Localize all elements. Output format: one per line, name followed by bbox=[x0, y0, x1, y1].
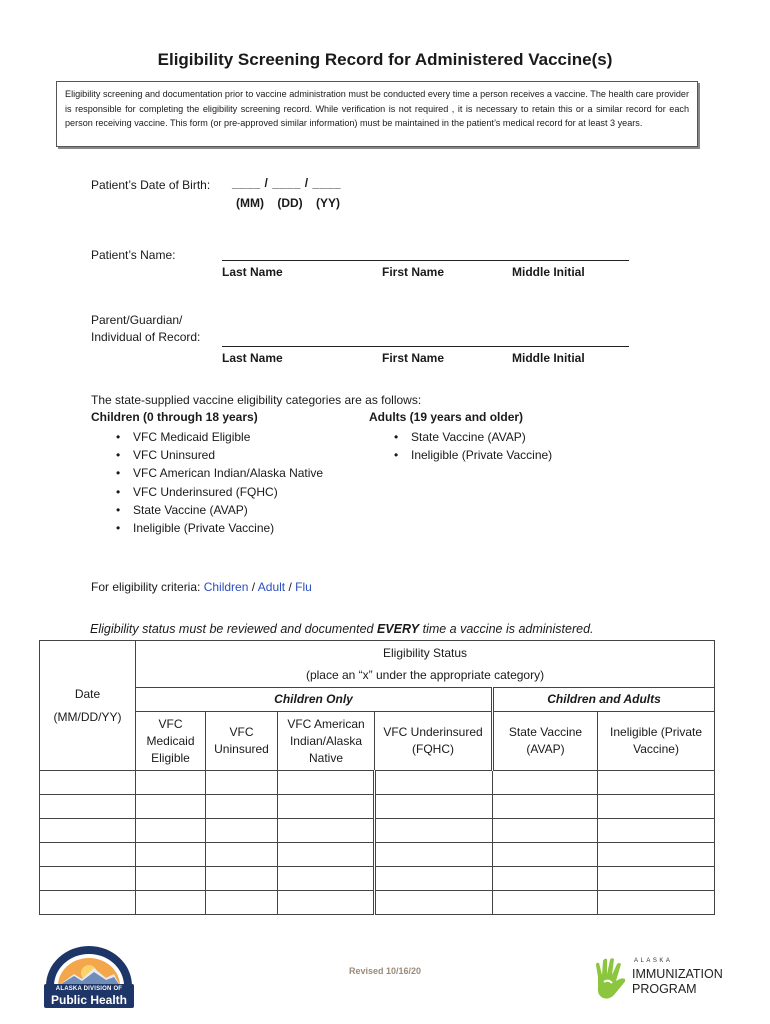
entry-cell[interactable] bbox=[598, 843, 715, 867]
criteria-label: For eligibility criteria: bbox=[91, 580, 201, 594]
eligibility-status-header bbox=[136, 641, 715, 688]
separator: / bbox=[251, 580, 256, 594]
list-item: • State Vaccine (AVAP) bbox=[391, 428, 552, 446]
criteria-line bbox=[91, 580, 312, 594]
list-item: • Ineligible (Private Vaccine) bbox=[391, 446, 552, 464]
entry-cell[interactable] bbox=[375, 843, 493, 867]
patient-first-name-caption: First Name bbox=[382, 265, 445, 279]
children-and-adults-header: Children and Adults bbox=[493, 688, 715, 712]
list-item: • State Vaccine (AVAP) bbox=[113, 501, 323, 519]
adult-criteria-link[interactable]: Adult bbox=[257, 580, 286, 594]
entry-cell[interactable] bbox=[206, 795, 278, 819]
entry-cell[interactable] bbox=[206, 843, 278, 867]
col-header-text: Uninsured bbox=[214, 742, 269, 756]
guardian-middle-initial-caption: Middle Initial bbox=[512, 351, 585, 365]
col-header-vfc-medicaid bbox=[136, 712, 206, 771]
adults-category-list bbox=[391, 428, 552, 464]
col-header-state-vaccine bbox=[493, 712, 598, 771]
immunization-logo-state: ALASKA bbox=[634, 958, 673, 964]
entry-cell[interactable] bbox=[598, 867, 715, 891]
entry-cell[interactable] bbox=[375, 891, 493, 915]
date-column-header bbox=[40, 641, 136, 771]
children-category-list bbox=[113, 428, 323, 537]
status-header-line1: Eligibility Status bbox=[383, 646, 468, 660]
list-item: • Ineligible (Private Vaccine) bbox=[113, 519, 323, 537]
dob-format: (MM) (DD) (YY) bbox=[236, 196, 340, 210]
entry-cell[interactable] bbox=[493, 867, 598, 891]
entry-cell[interactable] bbox=[375, 819, 493, 843]
public-health-logo-text: Public Health bbox=[50, 993, 127, 1007]
form-title: Eligibility Screening Record for Administered Vaccine(s) bbox=[157, 50, 613, 69]
entry-cell[interactable] bbox=[598, 795, 715, 819]
note-text-end: time a vaccine is administered. bbox=[419, 622, 594, 636]
patient-name-label: Patient’s Name: bbox=[91, 248, 176, 262]
entry-cell[interactable] bbox=[136, 867, 206, 891]
entry-cell[interactable] bbox=[136, 795, 206, 819]
col-header-text: State Vaccine bbox=[508, 725, 583, 739]
guardian-first-name-caption: First Name bbox=[382, 351, 445, 365]
entry-cell[interactable] bbox=[278, 843, 375, 867]
entry-cell[interactable] bbox=[278, 867, 375, 891]
entry-cell[interactable] bbox=[375, 795, 493, 819]
hand-icon bbox=[592, 957, 628, 1001]
entry-cell[interactable] bbox=[598, 891, 715, 915]
col-header-text: Native bbox=[308, 750, 343, 765]
entry-cell[interactable] bbox=[136, 819, 206, 843]
public-health-logo bbox=[44, 946, 134, 1008]
table-row bbox=[40, 819, 715, 843]
col-header-vfc-uninsured bbox=[206, 712, 278, 771]
entry-cell[interactable] bbox=[278, 819, 375, 843]
entry-cell[interactable] bbox=[493, 819, 598, 843]
immunization-program-logo bbox=[592, 955, 732, 1003]
entry-cell[interactable] bbox=[40, 795, 136, 819]
list-item: • VFC American Indian/Alaska Native bbox=[113, 464, 323, 482]
col-header-text: VFC American bbox=[287, 716, 365, 731]
table-row bbox=[40, 795, 715, 819]
entry-cell[interactable] bbox=[375, 771, 493, 795]
children-only-header: Children Only bbox=[136, 688, 493, 712]
separator: / bbox=[288, 580, 292, 594]
patient-name-line[interactable] bbox=[222, 260, 629, 261]
entry-cell[interactable] bbox=[206, 819, 278, 843]
col-header-text: VFC bbox=[158, 716, 183, 731]
col-header-text: Eligible bbox=[151, 750, 190, 765]
col-header-text: Ineligible (Private bbox=[610, 725, 703, 739]
immunization-logo-title: IMMUNIZATION bbox=[632, 967, 723, 981]
entry-cell[interactable] bbox=[136, 771, 206, 795]
entry-cell[interactable] bbox=[598, 819, 715, 843]
children-heading: Children (0 through 18 years) bbox=[91, 410, 258, 424]
entry-cell[interactable] bbox=[493, 771, 598, 795]
adults-heading: Adults (19 years and older) bbox=[369, 410, 524, 424]
list-item: • VFC Uninsured bbox=[113, 446, 323, 464]
col-header-ineligible bbox=[598, 712, 715, 771]
note-text: Eligibility status must be reviewed and documented bbox=[90, 622, 377, 636]
col-header-text: Indian/Alaska bbox=[289, 733, 363, 748]
entry-cell[interactable] bbox=[40, 867, 136, 891]
immunization-logo-subtitle: PROGRAM bbox=[632, 982, 697, 996]
entry-cell[interactable] bbox=[40, 771, 136, 795]
entry-cell[interactable] bbox=[278, 795, 375, 819]
entry-cell[interactable] bbox=[375, 867, 493, 891]
entry-cell[interactable] bbox=[136, 891, 206, 915]
dob-label: Patient’s Date of Birth: bbox=[91, 178, 211, 192]
entry-cell[interactable] bbox=[40, 819, 136, 843]
entry-cell[interactable] bbox=[206, 771, 278, 795]
status-header-line2: (place an “x” under the appropriate category) bbox=[305, 668, 545, 682]
list-item: • VFC Medicaid Eligible bbox=[113, 428, 323, 446]
guardian-last-name-caption: Last Name bbox=[222, 351, 283, 365]
entry-cell[interactable] bbox=[206, 867, 278, 891]
entry-cell[interactable] bbox=[136, 843, 206, 867]
col-header-text: Vaccine) bbox=[633, 742, 679, 756]
col-header-text: (AVAP) bbox=[526, 742, 565, 756]
review-note bbox=[90, 622, 594, 636]
entry-cell[interactable] bbox=[206, 891, 278, 915]
note-emphasis: EVERY bbox=[376, 622, 420, 636]
guardian-label-line1: Parent/Guardian/ bbox=[91, 313, 183, 327]
revision-date: Revised 10/16/20 bbox=[348, 966, 422, 976]
list-item: • VFC Underinsured (FQHC) bbox=[113, 483, 323, 501]
dob-blanks[interactable]: ____ / ____ / ____ bbox=[232, 176, 342, 190]
public-health-logo-small-text: ALASKA DIVISION OF bbox=[55, 986, 123, 992]
categories-intro: The state-supplied vaccine eligibility categories are as follows: bbox=[91, 393, 422, 407]
entry-cell[interactable] bbox=[598, 771, 715, 795]
guardian-label-line2: Individual of Record: bbox=[91, 330, 201, 344]
table-row bbox=[40, 771, 715, 795]
col-header-vfc-aian bbox=[278, 712, 375, 771]
entry-cell[interactable] bbox=[493, 843, 598, 867]
date-header-line1: Date bbox=[74, 686, 101, 701]
entry-cell[interactable] bbox=[493, 795, 598, 819]
col-header-vfc-underinsured bbox=[375, 712, 493, 771]
col-header-text: (FQHC) bbox=[412, 742, 454, 756]
table-row bbox=[40, 843, 715, 867]
table-row bbox=[40, 867, 715, 891]
guardian-name-line[interactable] bbox=[222, 346, 629, 347]
children-criteria-link[interactable]: Children bbox=[203, 580, 249, 594]
patient-last-name-caption: Last Name bbox=[222, 265, 283, 279]
col-header-text: Medicaid bbox=[146, 733, 195, 748]
flu-criteria-link[interactable]: Flu bbox=[295, 580, 312, 594]
entry-cell[interactable] bbox=[278, 891, 375, 915]
col-header-text: VFC bbox=[229, 725, 254, 739]
table-row bbox=[40, 891, 715, 915]
entry-cell[interactable] bbox=[278, 771, 375, 795]
col-header-text: VFC Underinsured bbox=[383, 725, 483, 739]
patient-middle-initial-caption: Middle Initial bbox=[512, 265, 585, 279]
entry-cell[interactable] bbox=[40, 891, 136, 915]
entry-cell[interactable] bbox=[40, 843, 136, 867]
intro-notice: Eligibility screening and documentation prior to vaccine administration must be conducted every time a person receives a vaccine. The health care provider is responsible for completing the eligibility screening record. While verification is not required , it is necessary to retain this or a similar record for each person receiving vaccine. This form (or pre-approved similar information) must be maintained in the patient’s medical record for at least 3 years. bbox=[56, 81, 698, 147]
eligibility-table bbox=[39, 640, 715, 915]
entry-cell[interactable] bbox=[493, 891, 598, 915]
date-header-line2: (MM/DD/YY) bbox=[53, 709, 122, 724]
